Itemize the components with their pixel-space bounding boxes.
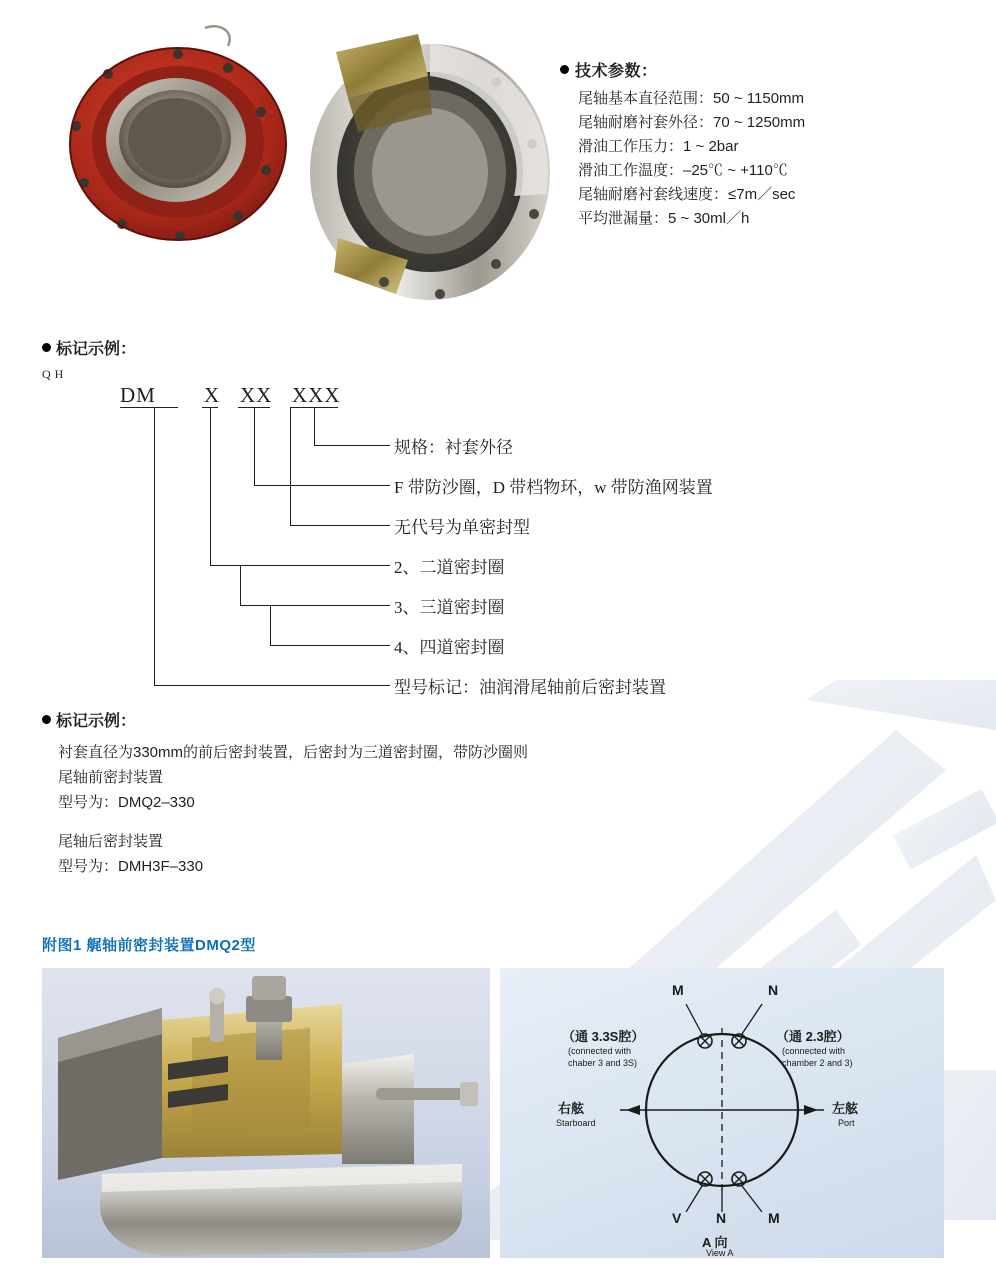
marking-example-1-label: 标记示例： xyxy=(56,341,137,358)
diagram-label-left-chamber-en2: chaber 3 and 3S) xyxy=(568,1058,638,1068)
photo-seal-housing-red xyxy=(60,20,300,250)
leader-v-dm xyxy=(154,407,155,685)
specs-list xyxy=(578,87,960,231)
legend-model-mark: 型号标记：油润滑尾轴前后密封装置 xyxy=(394,678,666,697)
diagram-label-m-top: M xyxy=(672,982,684,998)
spec-item: 尾轴耐磨衬套线速度：≤7m／sec xyxy=(578,186,796,203)
leader-h-x3 xyxy=(240,605,390,606)
legend-single-seal: 无代号为单密封型 xyxy=(394,518,530,537)
leader-h-xx xyxy=(254,485,390,486)
diagram-label-starboard: 右舷 xyxy=(558,1101,585,1116)
legend-spec: 规格：衬套外径 xyxy=(394,438,513,457)
marking-example-2-body xyxy=(58,740,758,879)
figure-caption: 附图1 艉轴前密封装置DMQ2型 xyxy=(42,937,256,954)
example-line: 衬套直径为330mm的前后密封装置，后密封为三道密封圈，带防沙圈则 xyxy=(58,744,529,761)
code-field-xxx: XXX xyxy=(292,383,341,407)
example-line: 尾轴前密封装置 xyxy=(58,769,164,786)
leader-v-xx xyxy=(254,407,255,485)
diagram-label-left-chamber-en1: (connected with xyxy=(568,1046,632,1056)
marking-example-1-heading xyxy=(42,336,136,359)
code-subscript-top: Q xyxy=(42,367,51,381)
spec-item: 尾轴耐磨衬套外径：70 ~ 1250mm xyxy=(578,114,806,131)
diagram-label-v-bottom: V xyxy=(672,1210,682,1226)
specs-heading-label: 技术参数： xyxy=(575,63,658,80)
spec-item: 滑油工作温度：–25℃ ~ +110℃ xyxy=(578,162,788,179)
code-underline-dm xyxy=(120,407,178,408)
code-subscript-bottom: H xyxy=(54,367,64,381)
photo-seal-assembly-steel xyxy=(300,24,560,314)
marking-example-2-label: 标记示例： xyxy=(56,713,137,730)
example-line: 型号为：DMH3F–330 xyxy=(58,858,204,875)
code-field-xx: XX xyxy=(240,383,273,407)
specs-heading xyxy=(560,58,960,81)
bullet-dot-icon xyxy=(42,715,51,724)
code-field-x: X xyxy=(204,383,221,407)
legend-two-rings: 2、二道密封圈 xyxy=(394,558,505,577)
model-code-diagram xyxy=(42,365,942,695)
figure-diagram-view-a xyxy=(500,968,944,1258)
figure-photo-sectional xyxy=(42,968,490,1258)
diagram-label-right-chamber: （通 2.3腔） xyxy=(776,1029,850,1044)
diagram-label-n-bottom: N xyxy=(716,1210,727,1226)
spacer xyxy=(58,815,758,829)
diagram-label-right-chamber-en2: chamber 2 and 3) xyxy=(782,1058,853,1068)
leader-v-nocode xyxy=(290,407,291,525)
diagram-label-starboard-en: Starboard xyxy=(556,1118,596,1128)
example-line: 型号为：DMQ2–330 xyxy=(58,794,195,811)
diagram-label-port: 左舷 xyxy=(832,1101,859,1116)
diagram-label-m-bottom: M xyxy=(768,1210,780,1226)
leader-v-x4 xyxy=(270,605,271,645)
example-line: 尾轴后密封装置 xyxy=(58,833,164,850)
leader-h-xxx xyxy=(314,445,390,446)
leader-h-x2 xyxy=(210,565,390,566)
leader-h-x4 xyxy=(270,645,390,646)
code-base: DM xyxy=(120,383,156,407)
diagram-label-view-a: A 向 xyxy=(702,1235,728,1250)
diagram-label-n-top: N xyxy=(768,982,779,998)
diagram-label-left-chamber: （通 3.3S腔） xyxy=(562,1029,645,1044)
legend-three-rings: 3、三道密封圈 xyxy=(394,598,505,617)
diagram-label-view-a-en: View A xyxy=(706,1248,734,1258)
legend-suffix-options: F 带防沙圈，D 带档物环，w 带防渔网装置 xyxy=(394,478,713,497)
marking-example-2-heading xyxy=(42,708,136,731)
leader-v-x3 xyxy=(240,565,241,605)
leader-h-dm xyxy=(154,685,390,686)
leader-v-xxx xyxy=(314,407,315,445)
product-photo-row xyxy=(60,14,550,314)
spec-item: 平均泄漏量：5 ~ 30ml／h xyxy=(578,210,750,227)
spec-item: 滑油工作压力：1 ~ 2bar xyxy=(578,138,739,155)
leader-v-x xyxy=(210,407,211,565)
diagram-label-port-en: Port xyxy=(838,1118,855,1128)
bullet-dot-icon xyxy=(560,65,569,74)
spec-item: 尾轴基本直径范围：50 ~ 1150mm xyxy=(578,90,805,107)
bullet-dot-icon xyxy=(42,343,51,352)
technical-parameters xyxy=(560,58,960,231)
leader-h-nocode xyxy=(290,525,390,526)
diagram-label-right-chamber-en1: (connected with xyxy=(782,1046,846,1056)
legend-four-rings: 4、四道密封圈 xyxy=(394,638,505,657)
